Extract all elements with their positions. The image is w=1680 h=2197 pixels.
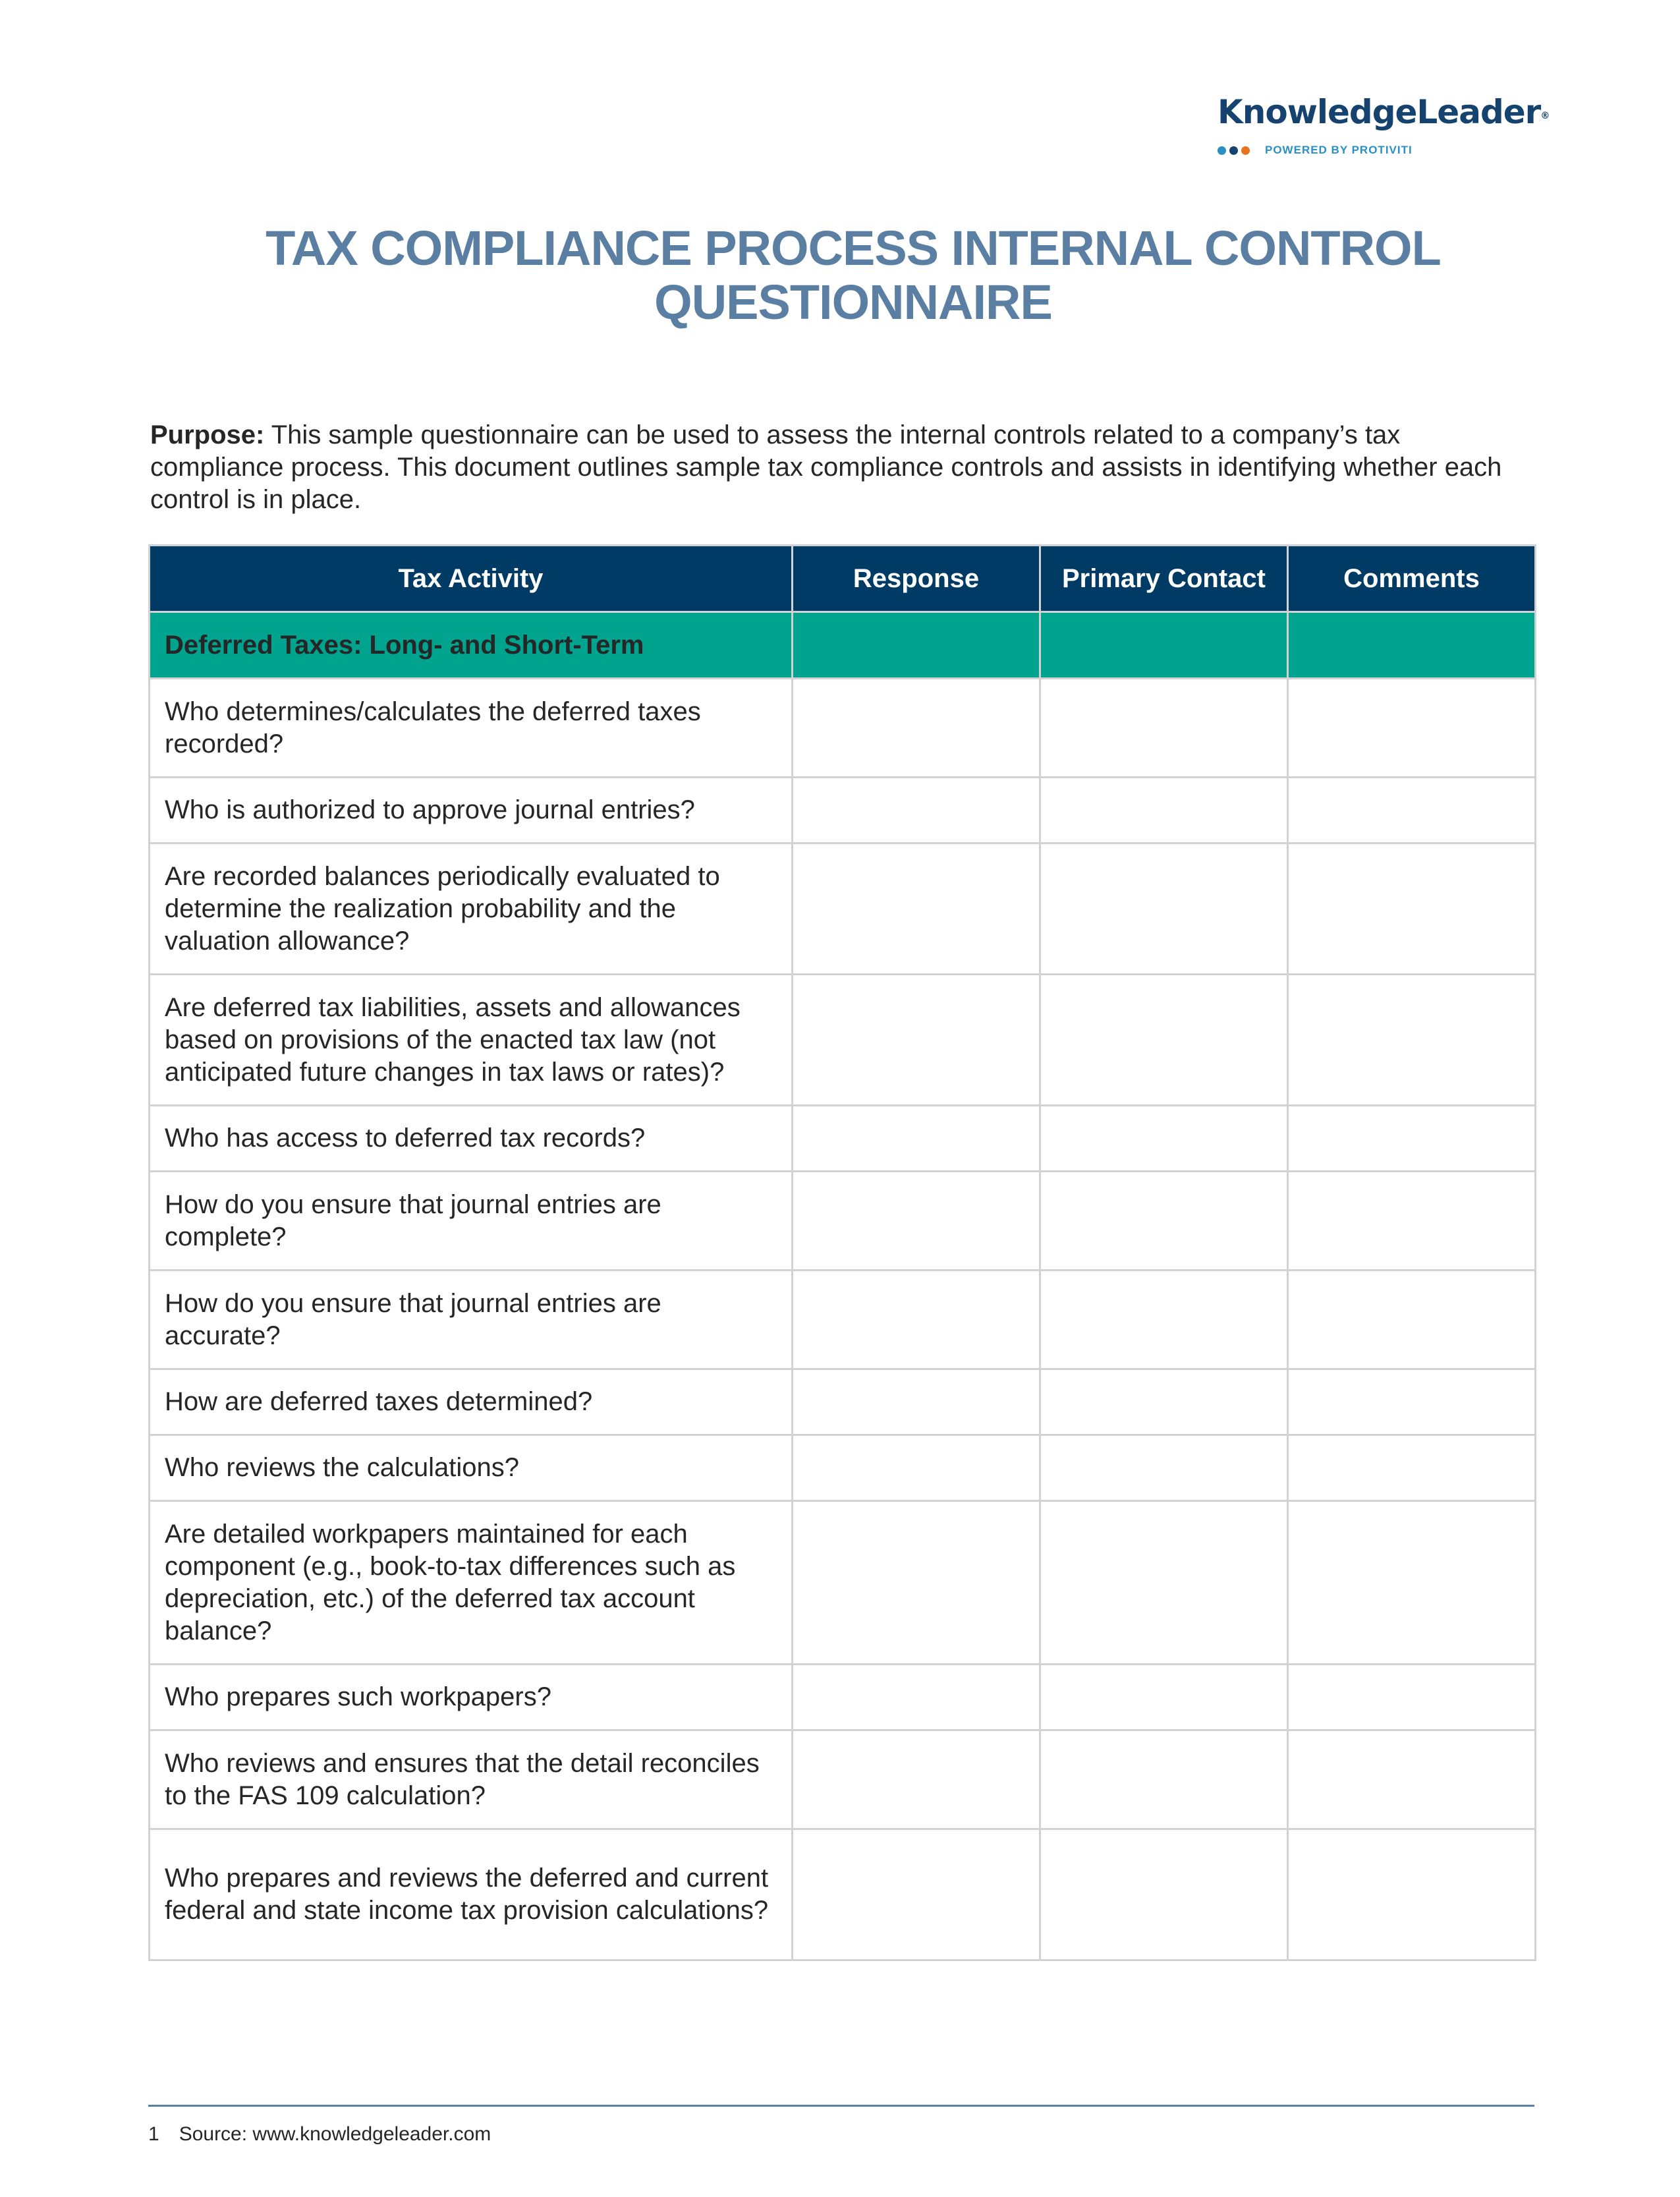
comments-cell[interactable] — [1288, 1730, 1536, 1829]
comments-cell[interactable] — [1288, 1829, 1536, 1960]
question-cell: Who prepares such workpapers? — [150, 1665, 793, 1730]
footer — [148, 2123, 491, 2146]
header-response: Response — [793, 546, 1040, 612]
section-row — [150, 612, 1536, 679]
comments-cell[interactable] — [1288, 1106, 1536, 1172]
question-cell: Are detailed workpapers maintained for each component (e.g., book-to-tax differences such as depreciation, etc.) of the deferred tax account balance? — [150, 1501, 793, 1665]
response-cell[interactable] — [793, 1435, 1040, 1501]
header-primary-contact: Primary Contact — [1040, 546, 1288, 612]
table-row — [150, 1369, 1536, 1435]
question-cell: How do you ensure that journal entries are accurate? — [150, 1270, 793, 1369]
comments-cell[interactable] — [1288, 679, 1536, 778]
brand-subline — [1218, 144, 1534, 157]
brand-name: KnowledgeLeader® — [1218, 93, 1550, 131]
question-cell: Are recorded balances periodically evaluated to determine the realization probability and the valuation allowance? — [150, 843, 793, 975]
response-cell[interactable] — [793, 843, 1040, 975]
response-cell[interactable] — [793, 1730, 1040, 1829]
primary-contact-cell[interactable] — [1040, 1501, 1288, 1665]
purpose-paragraph — [150, 419, 1540, 516]
response-cell[interactable] — [793, 1106, 1040, 1172]
table-row — [150, 843, 1536, 975]
table-header-row — [150, 546, 1536, 612]
table-row — [150, 1106, 1536, 1172]
comments-cell[interactable] — [1288, 1270, 1536, 1369]
question-cell: Who reviews and ensures that the detail reconciles to the FAS 109 calculation? — [150, 1730, 793, 1829]
comments-cell[interactable] — [1288, 1172, 1536, 1270]
response-cell[interactable] — [793, 1665, 1040, 1730]
question-cell: Who is authorized to approve journal entries? — [150, 778, 793, 843]
table-row — [150, 778, 1536, 843]
primary-contact-cell[interactable] — [1040, 778, 1288, 843]
page-title-line-2: QUESTIONNAIRE — [654, 275, 1052, 329]
question-cell: Who has access to deferred tax records? — [150, 1106, 793, 1172]
primary-contact-cell[interactable] — [1040, 1665, 1288, 1730]
primary-contact-cell[interactable] — [1040, 975, 1288, 1106]
primary-contact-cell[interactable] — [1040, 1369, 1288, 1435]
section-cell — [793, 612, 1040, 679]
brand-dot-icon — [1241, 146, 1250, 155]
question-cell: Who reviews the calculations? — [150, 1435, 793, 1501]
response-cell[interactable] — [793, 778, 1040, 843]
response-cell[interactable] — [793, 1501, 1040, 1665]
question-cell: Who determines/calculates the deferred taxes recorded? — [150, 679, 793, 778]
primary-contact-cell[interactable] — [1040, 843, 1288, 975]
primary-contact-cell[interactable] — [1040, 1270, 1288, 1369]
brand-logo — [1218, 92, 1550, 157]
primary-contact-cell[interactable] — [1040, 1106, 1288, 1172]
header-comments: Comments — [1288, 546, 1536, 612]
response-cell[interactable] — [793, 1829, 1040, 1960]
header-tax-activity: Tax Activity — [150, 546, 793, 612]
primary-contact-cell[interactable] — [1040, 679, 1288, 778]
comments-cell[interactable] — [1288, 1435, 1536, 1501]
comments-cell[interactable] — [1288, 843, 1536, 975]
primary-contact-cell[interactable] — [1040, 1435, 1288, 1501]
response-cell[interactable] — [793, 1369, 1040, 1435]
purpose-label: Purpose: — [150, 420, 265, 449]
table-row — [150, 1435, 1536, 1501]
question-cell: Who prepares and reviews the deferred and current federal and state income tax provision calculations? — [150, 1829, 793, 1960]
section-cell — [1040, 612, 1288, 679]
page-title-line-1: TAX COMPLIANCE PROCESS INTERNAL CONTROL — [266, 221, 1441, 275]
question-cell: How are deferred taxes determined? — [150, 1369, 793, 1435]
response-cell[interactable] — [793, 1172, 1040, 1270]
response-cell[interactable] — [793, 975, 1040, 1106]
primary-contact-cell[interactable] — [1040, 1829, 1288, 1960]
comments-cell[interactable] — [1288, 778, 1536, 843]
section-title: Deferred Taxes: Long- and Short-Term — [150, 612, 793, 679]
primary-contact-cell[interactable] — [1040, 1172, 1288, 1270]
table-row — [150, 1829, 1536, 1960]
brand-dot-icon — [1229, 146, 1238, 155]
table-row — [150, 1270, 1536, 1369]
footer-divider — [148, 2105, 1534, 2107]
trademark-symbol: ® — [1540, 111, 1550, 121]
table-row — [150, 1665, 1536, 1730]
question-cell: How do you ensure that journal entries are complete? — [150, 1172, 793, 1270]
page-number: 1 — [148, 2123, 159, 2145]
response-cell[interactable] — [793, 679, 1040, 778]
brand-tagline: POWERED BY PROTIVITI — [1265, 144, 1413, 156]
response-cell[interactable] — [793, 1270, 1040, 1369]
table-row — [150, 1172, 1536, 1270]
comments-cell[interactable] — [1288, 1501, 1536, 1665]
brand-dot-icon — [1218, 146, 1226, 155]
table-row — [150, 679, 1536, 778]
purpose-text: This sample questionnaire can be used to assess the internal controls related to a company’s tax compliance process. This document outlines sample tax compliance controls and assists in identifying whether each control is in place. — [150, 420, 1502, 514]
questionnaire-table — [148, 544, 1536, 1961]
question-cell: Are deferred tax liabilities, assets and allowances based on provisions of the enacted tax law (not anticipated future changes in tax laws or rates)? — [150, 975, 793, 1106]
comments-cell[interactable] — [1288, 975, 1536, 1106]
table-row — [150, 1501, 1536, 1665]
comments-cell[interactable] — [1288, 1665, 1536, 1730]
page-title — [152, 221, 1555, 329]
section-cell — [1288, 612, 1536, 679]
table-row — [150, 975, 1536, 1106]
footer-source: Source: www.knowledgeleader.com — [179, 2123, 491, 2145]
primary-contact-cell[interactable] — [1040, 1730, 1288, 1829]
table-row — [150, 1730, 1536, 1829]
comments-cell[interactable] — [1288, 1369, 1536, 1435]
